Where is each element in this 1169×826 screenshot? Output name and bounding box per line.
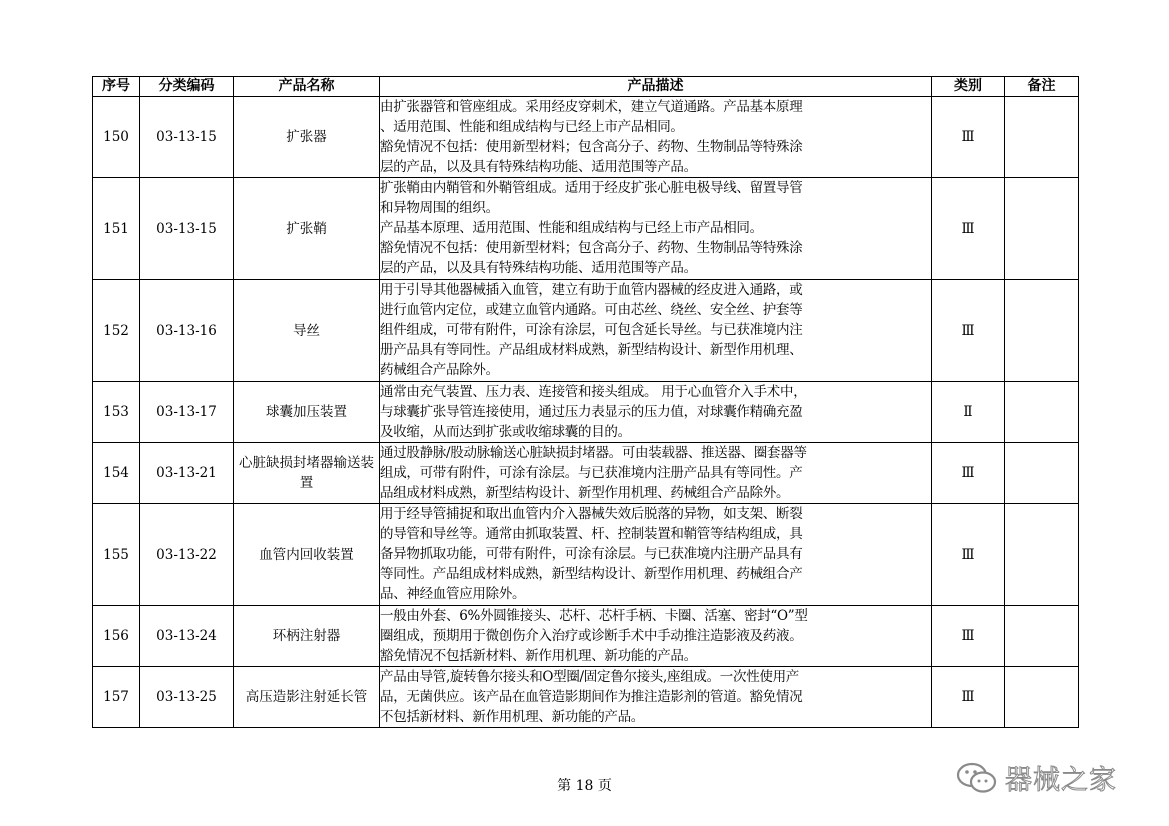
table-header-row [93,77,1079,97]
wechat-icon [955,761,999,795]
row-seq: 156 [93,606,140,667]
row-code: 03-13-24 [140,606,234,667]
row-class: Ⅱ [932,382,1005,443]
header-name: 产品名称 [234,77,380,97]
row-note [1005,443,1079,504]
row-seq: 153 [93,382,140,443]
row-class: Ⅲ [932,667,1005,728]
header-code: 分类编码 [140,77,234,97]
row-class: Ⅲ [932,504,1005,606]
row-product-name: 导丝 [234,280,380,382]
row-note [1005,178,1079,280]
watermark-text: 器械之家 [1005,765,1117,796]
table-row [93,280,1079,382]
row-product-name: 环柄注射器 [234,606,380,667]
row-seq: 155 [93,504,140,606]
row-description: 由扩张器管和管座组成。采用经皮穿刺术，建立气道通路。产品基本原理 、适用范围、性能和组成结构与已经上市产品相同。 豁免情况不包括：使用新型材料；包含高分子、药物、生物制品等特殊涂 层的产品，以及具有特殊结构功能、适用范围等产品。 [380,97,932,178]
row-code: 03-13-15 [140,178,234,280]
row-seq: 154 [93,443,140,504]
product-table [92,76,1079,728]
table-row [93,504,1079,606]
row-seq: 157 [93,667,140,728]
row-seq: 152 [93,280,140,382]
row-product-name: 高压造影注射延长管 [234,667,380,728]
header-note: 备注 [1005,77,1079,97]
row-product-name: 球囊加压装置 [234,382,380,443]
table-row [93,178,1079,280]
page-number: 第 18 页 [557,778,612,794]
row-description: 通常由充气装置、压力表、连接管和接头组成。 用于心血管介入手术中， 与球囊扩张导管连接使用，通过压力表显示的压力值，对球囊作精确充盈 及收缩，从而达到扩张或收缩球囊的目的。 [380,382,932,443]
row-description: 一般由外套、6%外圆锥接头、芯杆、芯杆手柄、卡圈、活塞、密封“O”型 圈组成，预期用于微创伤介入治疗或诊断手术中手动推注造影液及药液。 豁免情况不包括新材料、新作用机理、新功能的产品。 [380,606,932,667]
row-description: 通过股静脉/股动脉输送心脏缺损封堵器。可由装载器、推送器、圈套器等 组成，可带有附件，可涂有涂层。与已获准境内注册产品具有等同性。产 品组成材料成熟，新型结构设计、新型作用机理、药械组合产品除外。 [380,443,932,504]
row-description: 用于经导管捕捉和取出血管内介入器械失效后脱落的异物，如支架、断裂 的导管和导丝等。通常由抓取装置、杆、控制装置和鞘管等结构组成，具 备异物抓取功能，可带有附件，可涂有涂层。与已获准境内注册产品具有 等同性。产品组成材料成熟，新型结构设计、新型作用机理、药械组合产 品、神经血管应用除外。 [380,504,932,606]
table-row [93,667,1079,728]
row-class: Ⅲ [932,443,1005,504]
row-product-name: 血管内回收装置 [234,504,380,606]
table-row [93,443,1079,504]
row-description: 产品由导管,旋转鲁尔接头和O型圈/固定鲁尔接头,座组成。一次性使用产 品，无菌供应。该产品在血管造影期间作为推注造影剂的管道。豁免情况 不包括新材料、新作用机理、新功能的产品。 [380,667,932,728]
row-note [1005,606,1079,667]
row-code: 03-13-16 [140,280,234,382]
row-note [1005,97,1079,178]
row-code: 03-13-15 [140,97,234,178]
row-product-name: 扩张鞘 [234,178,380,280]
row-description: 用于引导其他器械插入血管，建立有助于血管内器械的经皮进入通路，或 进行血管内定位，或建立血管内通路。可由芯丝、绕丝、安全丝、护套等 组件组成，可带有附件，可涂有涂层，可包含延长导丝。与已获准境内注 册产品具有等同性。产品组成材料成熟，新型结构设计、新型作用机理、 药械组合产品除外。 [380,280,932,382]
header-seq: 序号 [93,77,140,97]
row-seq: 151 [93,178,140,280]
row-code: 03-13-17 [140,382,234,443]
header-description: 产品描述 [380,77,932,97]
row-note [1005,280,1079,382]
table-row [93,97,1079,178]
row-note [1005,667,1079,728]
table-row [93,382,1079,443]
row-code: 03-13-25 [140,667,234,728]
row-description: 扩张鞘由内鞘管和外鞘管组成。适用于经皮扩张心脏电极导线、留置导管 和异物周围的组织。 产品基本原理、适用范围、性能和组成结构与已经上市产品相同。 豁免情况不包括：使用新型材料；包含高分子、药物、生物制品等特殊涂 层的产品，以及具有特殊结构功能、适用范围等产品。 [380,178,932,280]
row-product-name: 扩张器 [234,97,380,178]
row-seq: 150 [93,97,140,178]
watermark [955,758,1117,797]
row-code: 03-13-22 [140,504,234,606]
row-code: 03-13-21 [140,443,234,504]
row-class: Ⅲ [932,606,1005,667]
header-class: 类别 [932,77,1005,97]
row-product-name: 心脏缺损封堵器输送装置 [234,443,380,504]
row-note [1005,382,1079,443]
row-class: Ⅲ [932,280,1005,382]
row-note [1005,504,1079,606]
row-class: Ⅲ [932,97,1005,178]
row-class: Ⅲ [932,178,1005,280]
table-row [93,606,1079,667]
